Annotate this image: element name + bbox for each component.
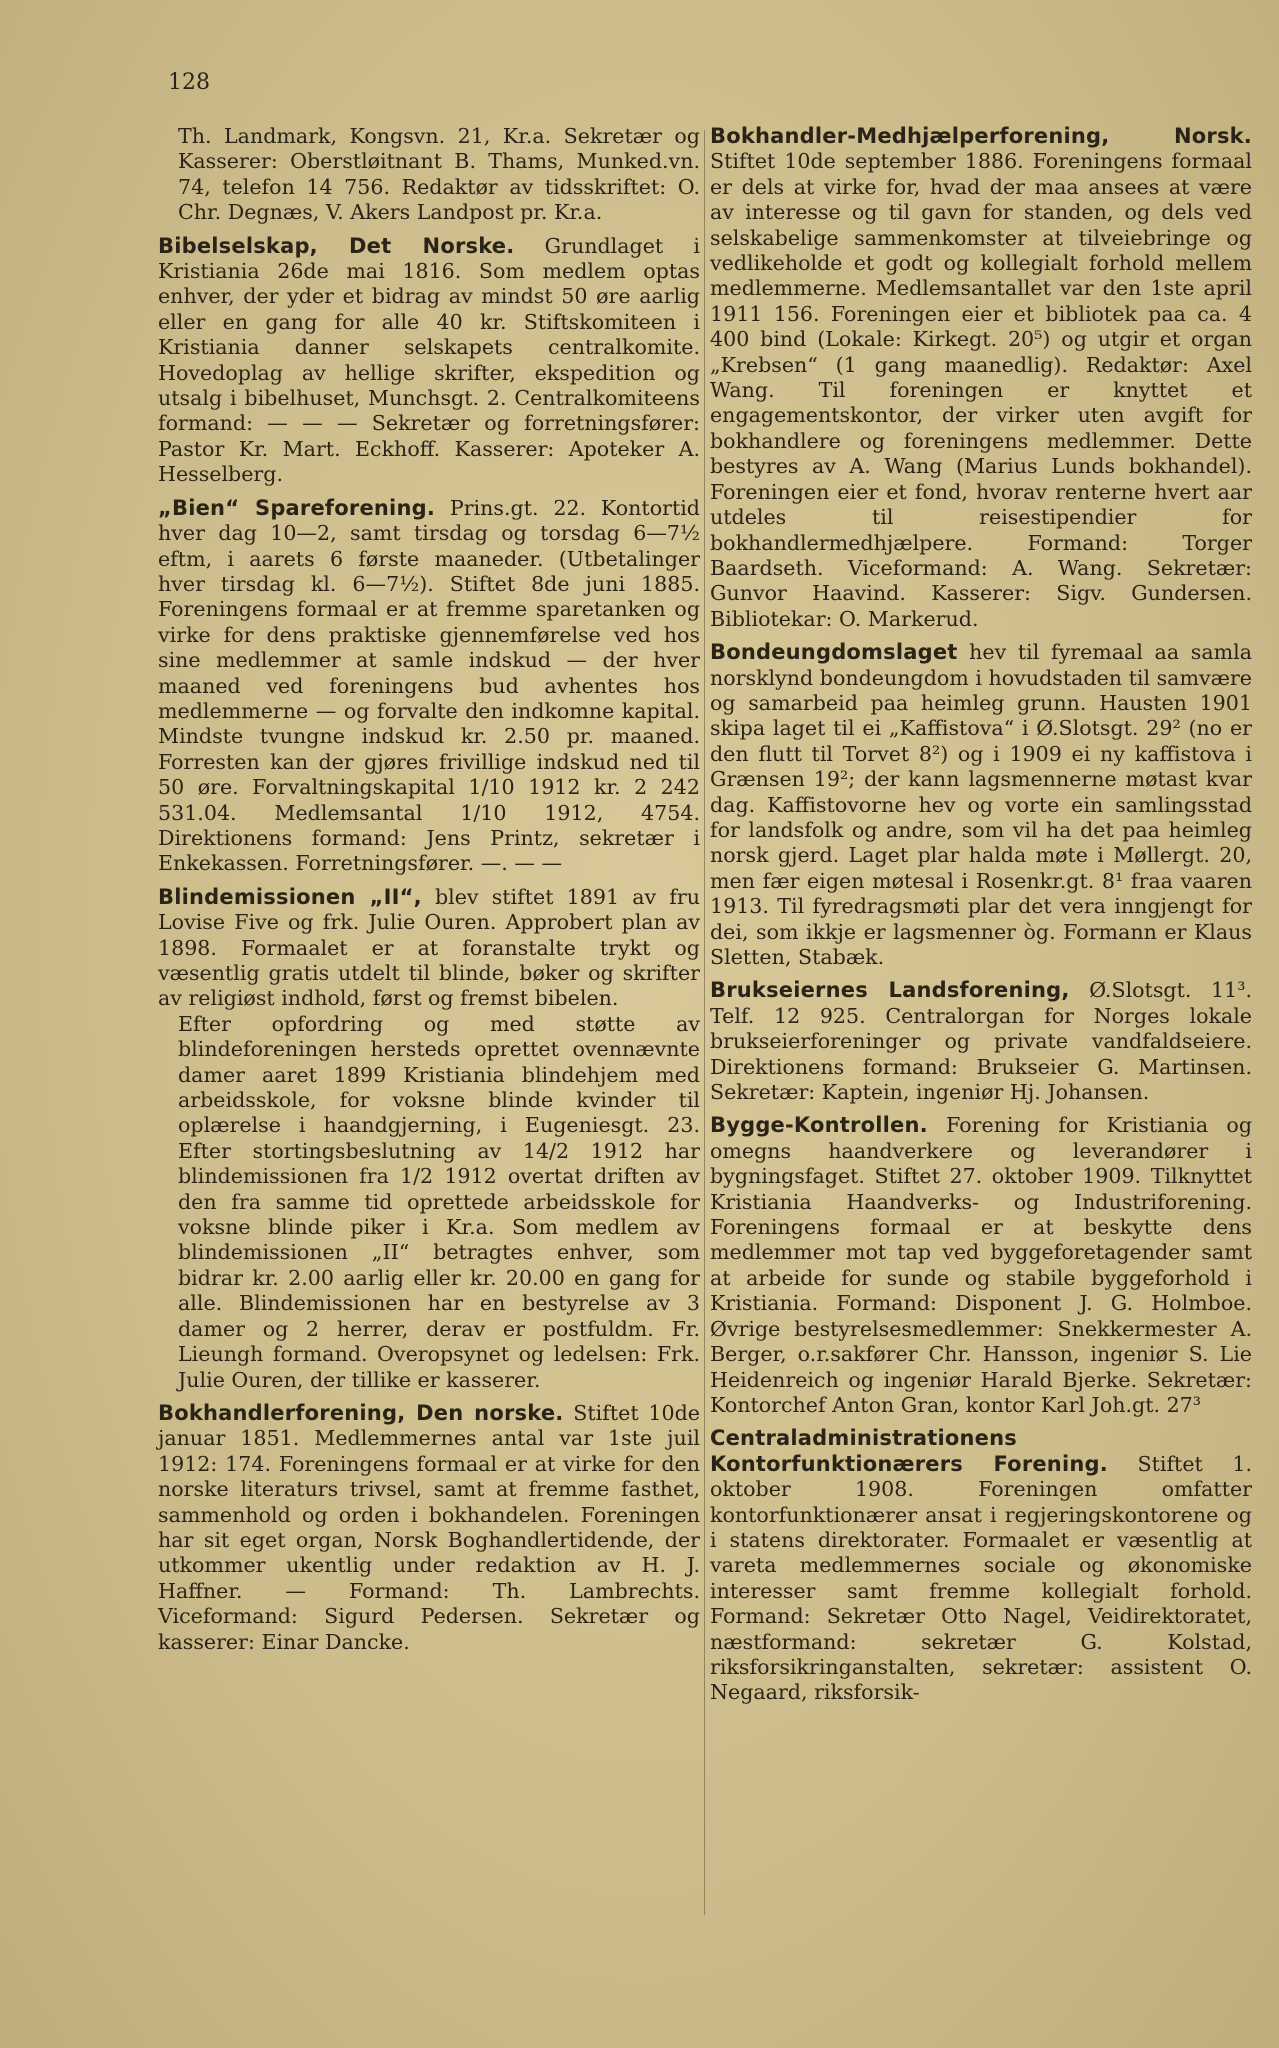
right-column: [710, 124, 1252, 1714]
entry-text: hev til fyremaal aa samla norsklynd bondeungdom i hovudstaden til samvære og samarbeid paa heimleg grunn. Hausten 1901 skipa laget til ei „Kaffistova“ i Ø.Slotsgt. 29² (no er den flutt til Torvet 8²) og i 1909 ei ny kaffistova i Grænsen 19²; der kann lagsmennerne møtast kvar dag. Kaffistovorne hev og vorte ein samlingsstad for landsfolk og andre, som vil ha det paa heimleg norsk gjerd. Laget plar halda møte i Møllergt. 20, men fær eigen møtesal i Rosenkr.gt. 8¹ fraa vaaren 1913. Til fyredragsmøti plar det vera inngjengt for dei, som ikkje er lagsmenner òg. Formann er Klaus Sletten, Stabæk.: [710, 640, 1252, 969]
entry-text: blev stiftet 1891 av fru Lovise Five og frk. Julie Ouren. Approbert plan av 1898. Formaalet er at foranstalte trykt og væsentlig gratis utdelt til blinde, bøker og skrifter av religiøst indhold, først og fremst bibelen.: [158, 884, 701, 1011]
entry-landmark: [158, 124, 700, 226]
entry-heading: Blindemissionen „II“,: [158, 884, 422, 909]
entry-text: Grundlaget i Kristiania 26de mai 1816. Som medlem optas enhver, der yder et bidrag av mindst 50 øre aarlig eller en gang for alle 40 kr. Stiftskomiteen i Kristiania danner selskapets centralkomite. Hovedoplag av hellige skrifter, ekspedition og utsalg i bibelhuset, Munchsgt. 2. Centralkomiteens formand: — — — Sekretær og forretningsfører: Pastor Kr. Mart. Eckhoff. Kasserer: Apoteker A. Hesselberg.: [158, 233, 700, 487]
entry-text: Stiftet 10de september 1886. Foreningens formaal er dels at virke for, hvad der maa ansees at være av interesse og til gavn for standen, og dels ved selskabelige sammenkomster at tilveiebringe og vedlikeholde et godt og kollegialt forhold mellem medlemmerne. Medlemsantallet var den 1ste april 1911 156. Foreningen eier et bibliotek paa ca. 4 400 bind (Lokale: Kirkegt. 20⁵) og utgir et organ „Krebsen“ (1 gang maanedlig). Redaktør: Axel Wang. Til foreningen er knyttet et engagementskontor, der virker uten avgift for bokhandlere og foreningens medlemmer. Dette bestyres av A. Wang (Marius Lunds bokhandel). Foreningen eier et fond, hvorav renterne hvert aar utdeles til reisestipendier for bokhandlermedhjælpere. Formand: Torger Baardseth. Viceformand: A. Wang. Sekretær: Gunvor Haavind. Kasserer: Sigv. Gundersen. Bibliotekar: O. Markerud.: [710, 149, 1252, 631]
entry-text: Ø.Slotsgt. 11³. Telf. 12 925. Centralorgan for Norges lokale brukseierforeninger og private vandfaldseiere. Direktionens formand: Brukseier G. Martinsen. Sekretær: Kaptein, ingeniør Hj. Johansen.: [710, 978, 1253, 1105]
entry-heading: „Bien“ Spareforening.: [158, 495, 435, 520]
entry-heading: Bondeungdomslaget: [710, 640, 958, 665]
entry-text: Prins.gt. 22. Kontortid hver dag 10—2, samt tirsdag og torsdag 6—7½ eftm, i aarets 6 første maaneder. (Utbetalinger hver tirsdag kl. 6—7½). Stiftet 8de juni 1885. Foreningens formaal er at fremme sparetanken og virke for dens praktiske gjennemførelse ved hos sine medlemmer at samle indskud — der hver maaned ved foreningens bud avhentes hos medlemmerne — og forvalte den indkomne kapital. Mindste tvungne indskud kr. 2.50 pr. maaned. Forresten kan der gjøres frivillige indskud ned til 50 øre. Forvaltningskapital 1/10 1912 kr. 2 242 531.04. Medlemsantal 1/10 1912, 4754. Direktionens formand: Jens Printz, sekretær i Enkekassen. Forretningsfører. —. — —: [158, 495, 700, 876]
entry-bien-spareforening: [158, 496, 700, 877]
entry-bibelselskap: [158, 234, 700, 488]
entry-centraladministrationens: [710, 1426, 1252, 1705]
entry-heading: Brukseiernes Landsforening,: [710, 978, 1070, 1003]
entry-text: Stiftet 1. oktober 1908. Foreningen omfatter kontorfunktionærer ansat i regjeringskontorene og i statens direktorater. Formaalet er væsentlig at vareta medlemmernes sociale og økonomiske interesser samt fremme kollegialt forhold. Formand: Sekretær Otto Nagel, Veidirektoratet, næstformand: sekretær G. Kolstad, riksforsikringanstalten, sekretær: assistent O. Negaard, riksforsik-: [710, 1451, 1252, 1705]
entry-text: Efter opfordring og med støtte av blindeforeningen hersteds oprettet ovennævnte damer aaret 1899 Kristiania blindehjem med arbeidsskole, for voksne blinde kvinder til oplærelse i haandgjerning, i Eugeniesgt. 23. Efter stortingsbeslutning av 14/2 1912 har blindemissionen fra 1/2 1912 overtat driften av den fra samme tid oprettede arbeidsskole for voksne blinde piker i Kr.a. Som medlem av blindemissionen „II“ betragtes enhver, som bidrar kr. 2.00 aarlig eller kr. 20.00 en gang for alle. Blindemissionen har en bestyrelse av 3 damer og 2 herrer, derav er postfuldm. Fr. Lieungh formand. Overopsynet og ledelsen: Frk. Julie Ouren, der tillike er kasserer.: [178, 1011, 700, 1392]
entry-heading: Bokhandlerforening, Den norske.: [158, 1400, 564, 1425]
entry-heading: Bygge-Kontrollen.: [710, 1113, 928, 1138]
left-column: [158, 124, 700, 1663]
entry-heading: Centraladministrationens Kontorfunktionærers Forening.: [710, 1426, 1108, 1476]
entry-brukseiernes-landsforening: [710, 978, 1252, 1105]
entry-bokhandlerforening: [158, 1401, 700, 1655]
entry-text: Forening for Kristiania og omegns haandverkere og leverandører i bygningsfaget. Stiftet 27. oktober 1909. Tilknyttet Kristiania Haandverks- og Industriforening. Foreningens formaal er at beskytte dens medlemmer mot tap ved byggeforetagender samt at arbeide for sunde og stabile byggeforhold i Kristiania. Formand: Disponent J. G. Holmboe. Øvrige bestyrelsesmedlemmer: Snekkermester A. Berger, o.r.sakfører Chr. Hansson, ingeniør S. Lie Heidenreich og ingeniør Harald Bjerke. Sekretær: Kontorchef Anton Gran, kontor Karl Joh.gt. 27³: [710, 1113, 1253, 1417]
entry-heading: Bibelselskap, Det Norske.: [158, 233, 515, 258]
entry-bygge-kontrollen: [710, 1113, 1252, 1418]
column-divider: [704, 130, 705, 1915]
entry-bokhandler-medhjaelperforening: [710, 124, 1252, 632]
entry-blindemissionen: [158, 885, 700, 1393]
page-number: 128: [168, 70, 210, 95]
entry-bondeungdomslaget: [710, 640, 1252, 970]
entry-text: Stiftet 10de januar 1851. Medlemmernes antal var 1ste juil 1912: 174. Foreningens formaal er at virke for den norske literaturs trivsel, samt at fremme fasthet, sammenhold og orden i bokhandelen. Foreningen har sit eget organ, Norsk Boghandlertidende, der utkommer ukentlig under redaktion av H. J. Haffner. — Formand: Th. Lambrechts. Viceformand: Sigurd Pedersen. Sekretær og kasserer: Einar Dancke.: [158, 1400, 700, 1654]
entry-heading: Bokhandler-Medhjælperforening, Norsk.: [710, 124, 1252, 148]
entry-text: Th. Landmark, Kongsvn. 21, Kr.a. Sekretær og Kasserer: Oberstløitnant B. Thams, Munked.vn. 74, telefon 14 756. Redaktør av tidsskriftet: O. Chr. Degnæs, V. Akers Landpost pr. Kr.a.: [178, 124, 700, 225]
